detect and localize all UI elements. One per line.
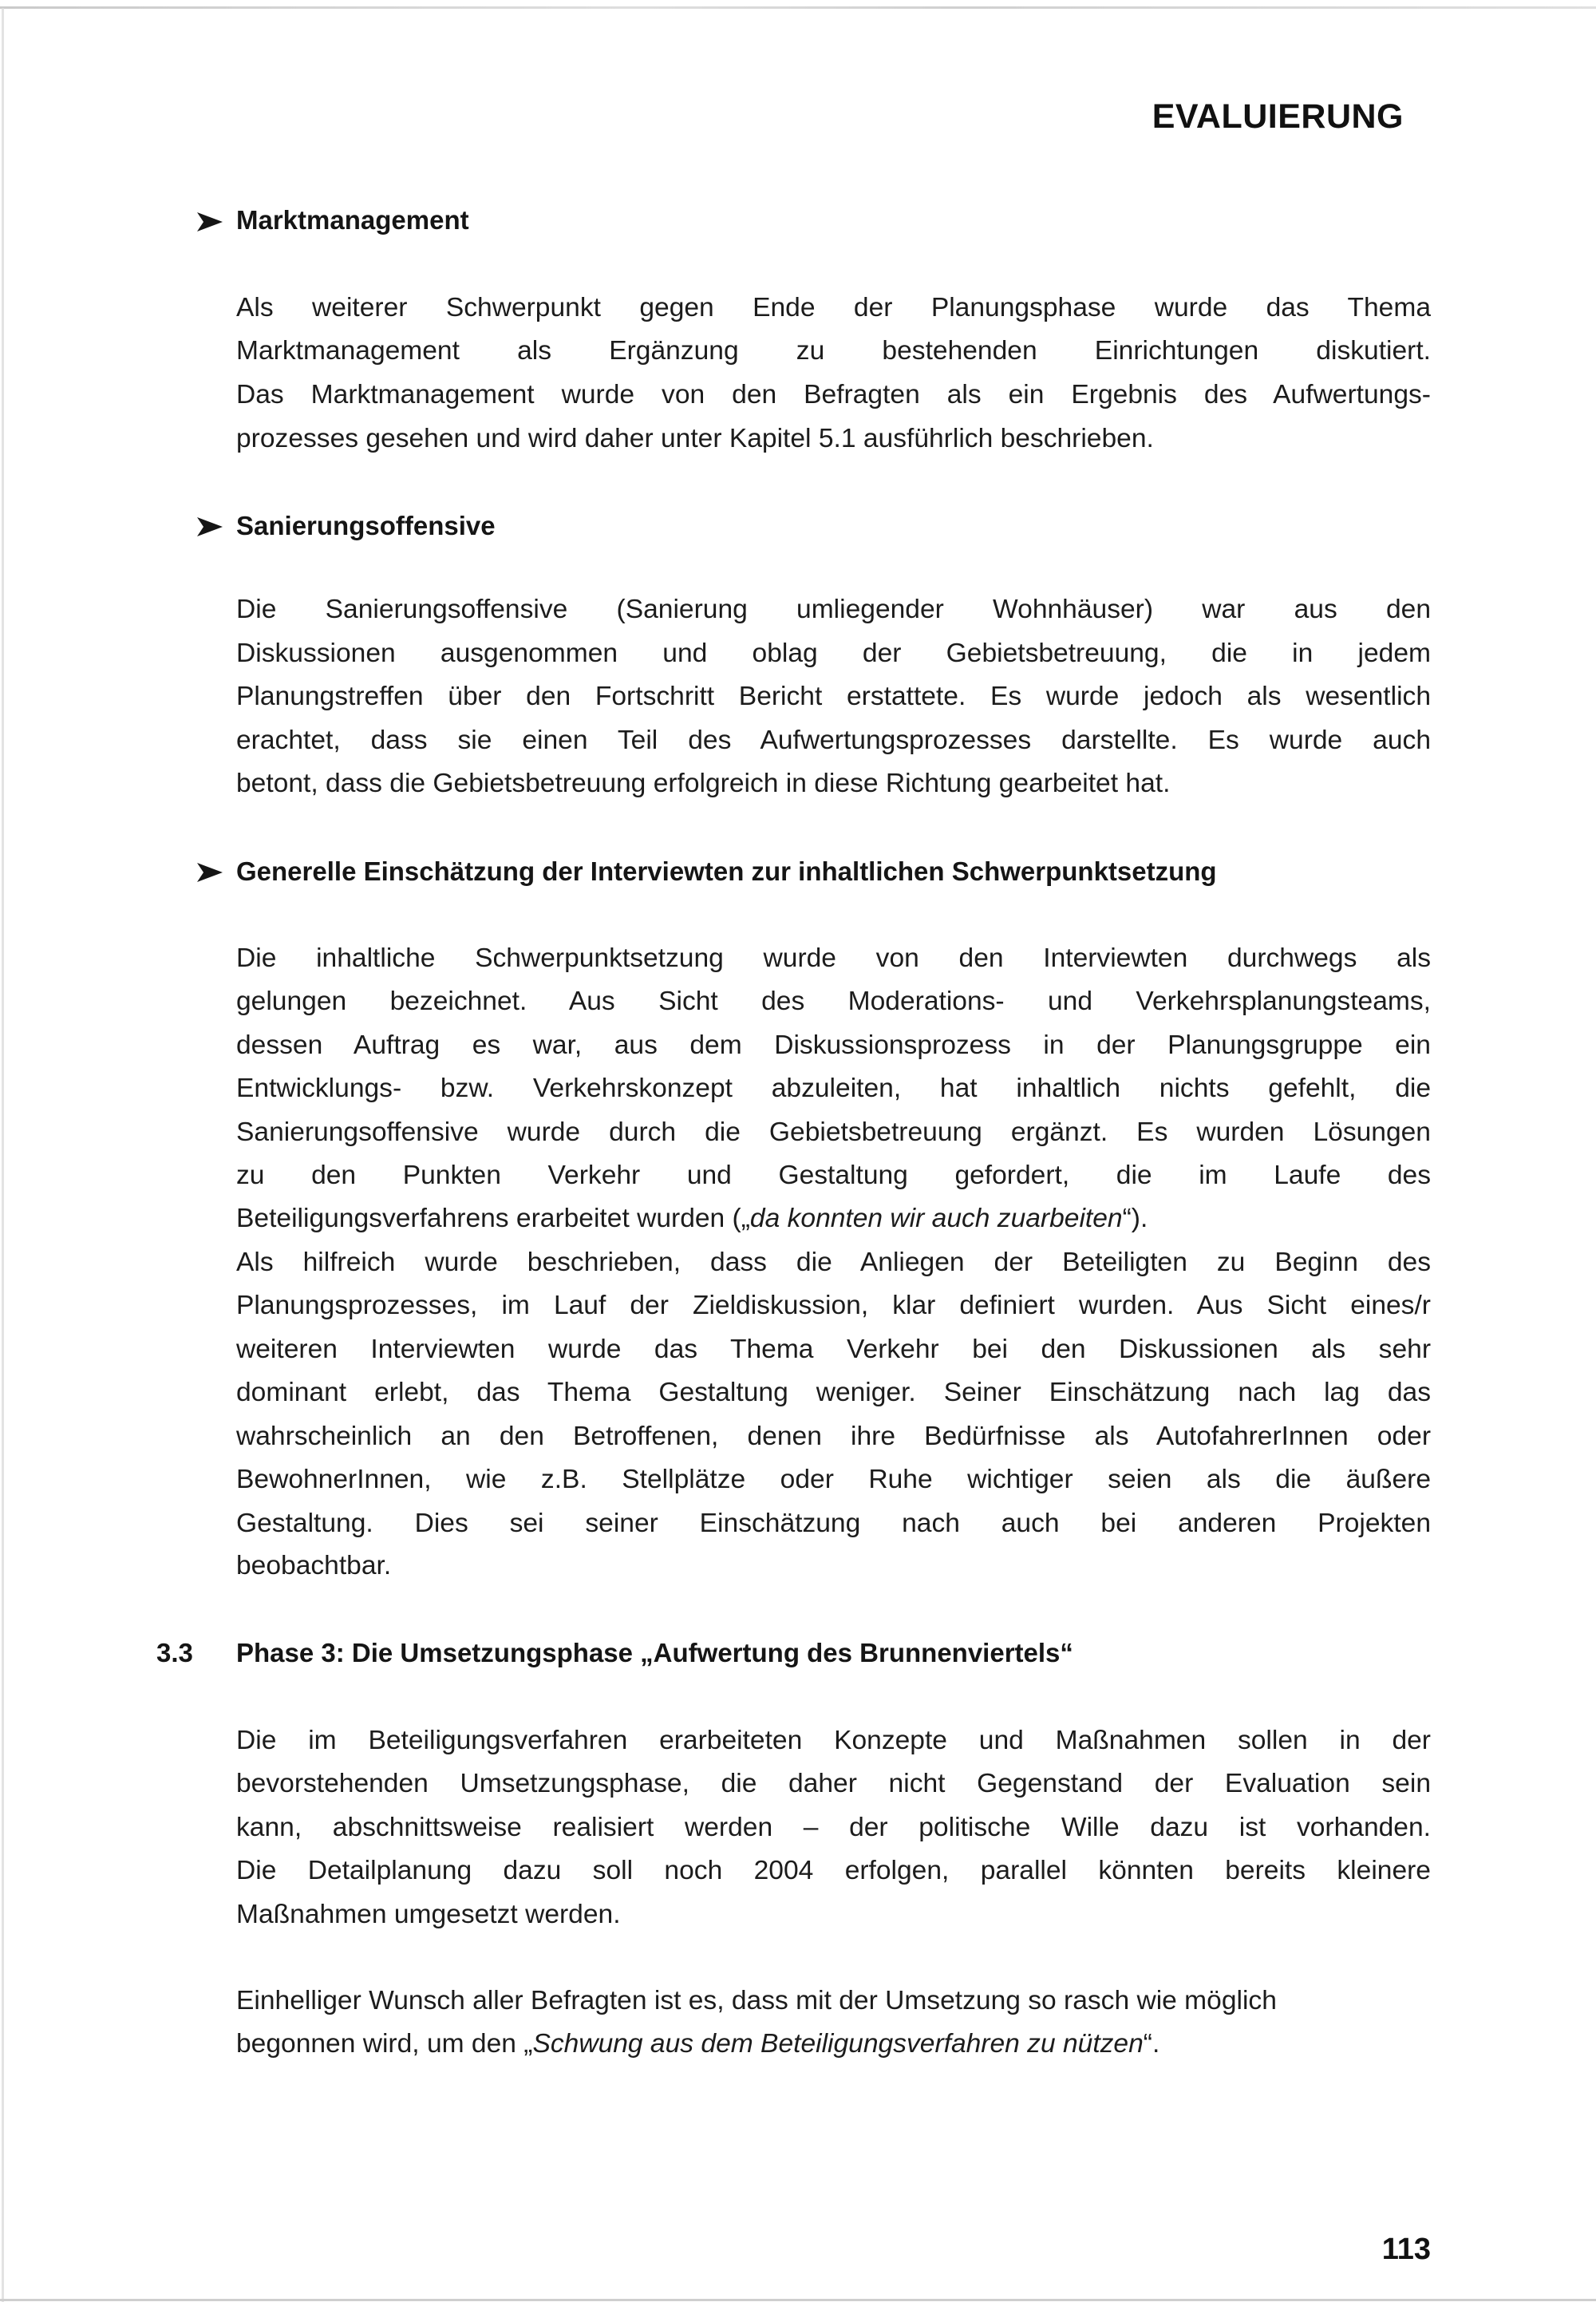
text-line: Die Sanierungsoffensive (Sanierung umliegender Wohnhäuser) war aus den [236, 595, 1431, 624]
text: “. [1143, 2029, 1160, 2059]
text-line: kann, abschnittsweise realisiert werden – der politische Wille dazu ist vorhanden. [236, 1813, 1431, 1842]
arrowhead-right-icon [197, 517, 223, 536]
heading-marktmanagement: Marktmanagement [236, 205, 469, 235]
scan-edge-bottom [0, 2299, 1596, 2301]
text-line: Planungsprozesses, im Lauf der Zieldiskussion, klar definiert wurden. Aus Sicht eines/r [236, 1291, 1431, 1320]
text-line: gelungen bezeichnet. Aus Sicht des Moderations- und Verkehrsplanungsteams, [236, 987, 1431, 1016]
text-line: Die inhaltliche Schwerpunktsetzung wurde von den Interviewten durchwegs als [236, 943, 1431, 973]
page-number: 113 [1381, 2233, 1431, 2266]
text-line: Die im Beteiligungsverfahren erarbeiteten Konzepte und Maßnahmen sollen in der [236, 1726, 1431, 1755]
heading-generelle-einschaetzung: Generelle Einschätzung der Interviewten zur inhaltlichen Schwerpunktsetzung [236, 856, 1217, 886]
quote-italic: Schwung aus dem Beteiligungsverfahren zu nützen [532, 2029, 1144, 2059]
text-line: Sanierungsoffensive wurde durch die Gebietsbetreuung ergänzt. Es wurden Lösungen [236, 1117, 1431, 1147]
scan-edge-top [0, 6, 1596, 9]
text-line: dominant erlebt, das Thema Gestaltung weniger. Seiner Einschätzung nach lag das [236, 1378, 1431, 1407]
text-line-with-quote [236, 1203, 1431, 1235]
text: “). [1122, 1204, 1148, 1233]
arrowhead-right-icon [197, 863, 223, 882]
scan-edge-left [2, 8, 4, 2302]
text-line: Einhelliger Wunsch aller Befragten ist es, dass mit der Umsetzung so rasch wie möglich [236, 1986, 1277, 2015]
text-line: bevorstehenden Umsetzungsphase, die daher nicht Gegenstand der Evaluation sein [236, 1769, 1431, 1798]
arrowhead-right-icon [197, 212, 223, 231]
text-line: BewohnerInnen, wie z.B. Stellplätze oder Ruhe wichtiger seien als die äußere [236, 1465, 1431, 1494]
text-line: Das Marktmanagement wurde von den Befragten als ein Ergebnis des Aufwertungs- [236, 380, 1431, 409]
running-head: EVALUIERUNG [1152, 97, 1404, 136]
text: Beteiligungsverfahrens erarbeitet wurden („ [236, 1204, 750, 1233]
text-line-with-quote [236, 2028, 1431, 2060]
text-line: dessen Auftrag es war, aus dem Diskussionsprozess in der Planungsgruppe ein [236, 1030, 1431, 1060]
text-line: wahrscheinlich an den Betroffenen, denen ihre Bedürfnisse als AutofahrerInnen oder [236, 1422, 1431, 1451]
quote-italic: da konnten wir auch zuarbeiten [749, 1204, 1123, 1233]
text: begonnen wird, um den „ [236, 2029, 533, 2059]
text-line: Entwicklungs- bzw. Verkehrskonzept abzuleiten, hat inhaltlich nichts gefehlt, die [236, 1074, 1431, 1103]
text-line: Maßnahmen umgesetzt werden. [236, 1900, 621, 1929]
text-line: Marktmanagement als Ergänzung zu bestehenden Einrichtungen diskutiert. [236, 336, 1431, 366]
text-line: Als weiterer Schwerpunkt gegen Ende der Planungsphase wurde das Thema [236, 293, 1431, 322]
text-line: Planungstreffen über den Fortschritt Bericht erstattete. Es wurde jedoch als wesentlich [236, 682, 1431, 711]
text-line: zu den Punkten Verkehr und Gestaltung gefordert, die im Laufe des [236, 1161, 1431, 1190]
text-line: erachtet, dass sie einen Teil des Aufwertungsprozesses darstellte. Es wurde auch [236, 726, 1431, 755]
text-line: Diskussionen ausgenommen und oblag der Gebietsbetreuung, die in jedem [236, 639, 1431, 668]
text-line: prozesses gesehen und wird daher unter Kapitel 5.1 ausführlich beschrieben. [236, 424, 1154, 453]
section-number: 3.3 [156, 1638, 193, 1667]
text-line: weiteren Interviewten wurde das Thema Verkehr bei den Diskussionen als sehr [236, 1335, 1431, 1364]
text-line: Gestaltung. Dies sei seiner Einschätzung nach auch bei anderen Projekten [236, 1509, 1431, 1538]
heading-phase3: Phase 3: Die Umsetzungsphase „Aufwertung des Brunnenviertels“ [236, 1638, 1073, 1667]
text-line: Die Detailplanung dazu soll noch 2004 erfolgen, parallel könnten bereits kleinere [236, 1856, 1431, 1885]
text-line: betont, dass die Gebietsbetreuung erfolgreich in diese Richtung gearbeitet hat. [236, 769, 1171, 798]
text-line: Als hilfreich wurde beschrieben, dass die Anliegen der Beteiligten zu Beginn des [236, 1248, 1431, 1277]
text-line: beobachtbar. [236, 1551, 392, 1580]
heading-sanierungsoffensive: Sanierungsoffensive [236, 511, 496, 540]
